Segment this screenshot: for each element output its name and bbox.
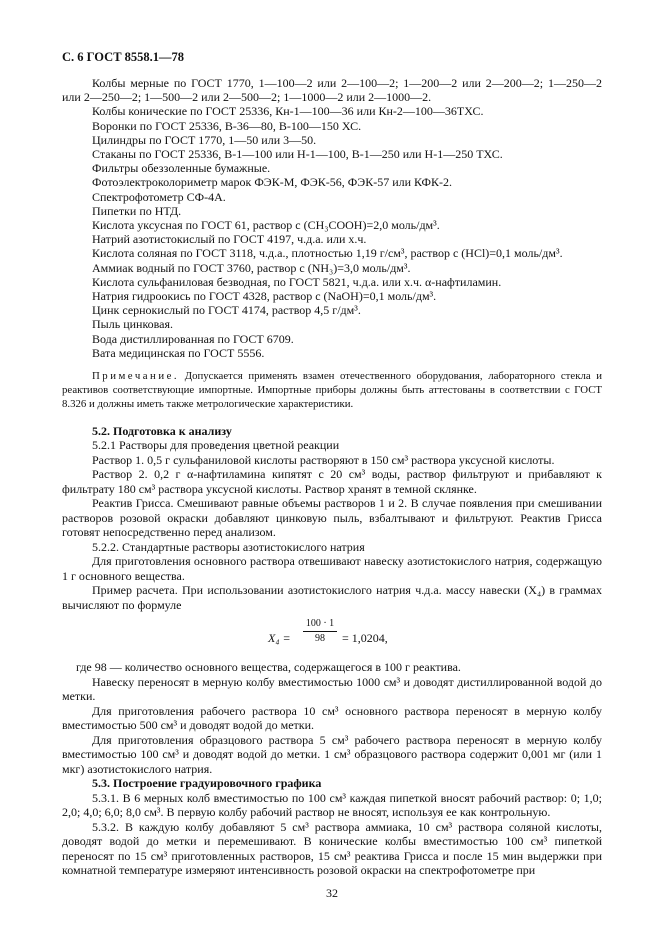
page-number: 32 — [326, 885, 338, 900]
list-item: Кислота соляная по ГОСТ 3118, ч.д.а., плотностью 1,19 г/см³, раствор c (HCl)=0,1 моль/дм³. — [92, 246, 563, 261]
list-item: Пипетки по НТД. — [92, 203, 182, 218]
note — [62, 369, 602, 412]
equipment-list — [62, 76, 602, 360]
list-item: Кислота сульфаниловая безводная, по ГОСТ 5821, ч.д.а. или х.ч. α-нафтиламин. — [92, 274, 502, 289]
list-item: Вата медицинская по ГОСТ 5556. — [92, 345, 265, 360]
list-item: Фильтры обеззоленные бумажные. — [92, 161, 271, 176]
paragraph: 5.2.1 Растворы для проведения цветной реакции — [92, 438, 340, 453]
section-heading: 5.2. Подготовка к анализу — [92, 423, 232, 438]
section-heading: 5.3. Построение градуировочного графика — [92, 776, 322, 791]
list-item: Цилиндры по ГОСТ 1770, 1—50 или 3—50. — [92, 132, 317, 147]
list-item: Фотоэлектроколориметр марок ФЭК-М, ФЭК-56, ФЭК-57 или КФК-2. — [92, 175, 452, 190]
paragraph: Для приготовления рабочего раствора 10 см³ основного раствора переносят в мерную колбу вместимостью 500 см³ и доводят водой до метки. — [62, 703, 602, 733]
list-item: Стаканы по ГОСТ 25336, В-1—100 или Н-1—100, В-1—250 или Н-1—250 ТХС. — [92, 147, 503, 162]
section-5-2 — [62, 424, 602, 613]
paragraph: Пример расчета. При использовании азотистокислого натрия ч.д.а. массу навески (X₄) в граммах вычисляют по формуле — [62, 583, 602, 612]
paragraph: Навеску переносят в мерную колбу вместимостью 1000 см³ и доводят дистиллированной водой до метки. — [62, 674, 602, 704]
note-label: Примечание. — [92, 370, 180, 383]
formula-lhs: X₄ = — [268, 631, 291, 646]
list-item: Вода дистиллированная по ГОСТ 6709. — [92, 331, 294, 346]
list-item: Аммиак водный по ГОСТ 3760, раствор c (NH₃)=3,0 моль/дм³. — [92, 260, 411, 275]
formula-rhs: = 1,0204, — [342, 631, 388, 646]
paragraph: 5.2.2. Стандартные растворы азотистокислого натрия — [92, 539, 365, 554]
note-text: Допускается применять взамен отечественного оборудования, лабораторного стекла и реактивов соответствующие импортные. Импортные приборы должны быть аттестованы в соответствии с ГОСТ 8.326 и должны иметь также метрологические характеристики. — [62, 370, 602, 411]
formula-fraction — [303, 618, 337, 645]
list-item: Цинк сернокислый по ГОСТ 4174, раствор 4,5 г/дм³. — [92, 303, 361, 318]
formula — [62, 618, 602, 654]
list-item: Колбы мерные по ГОСТ 1770, 1—100—2 или 2—100—2; 1—200—2 или 2—200—2; 1—250—2 или 2—250—2; 1—500—2 или 2—500—2; 1—1000—2 или 2—1000—2. — [62, 76, 602, 105]
list-item: Кислота уксусная по ГОСТ 61, раствор c (CH₃COOH)=2,0 моль/дм³. — [92, 218, 440, 233]
paragraph: 5.3.2. В каждую колбу добавляют 5 см³ раствора аммиака, 10 см³ раствора соляной кислоты, доводят водой до метки и перемешивают. В конические колбы вместимостью 100 см³ пипеткой переносят по 15 см³ приготовленных растворов, 15 см³ реактива Грисса и после 15 мин выдержки при комнатной температуре измеряют интенсивность розовой окраски на спектрофотометре при — [62, 819, 602, 878]
formula-explanation: где 98 — количество основного вещества, содержащегося в 100 г реактива. — [76, 660, 461, 675]
page-header: С. 6 ГОСТ 8558.1—78 — [62, 50, 185, 64]
paragraph: Для приготовления основного раствора отвешивают навеску азотистокислого натрия, содержащую 1 г основного вещества. — [62, 554, 602, 583]
list-item: Натрия гидроокись по ГОСТ 4328, раствор c (NaOH)=0,1 моль/дм³. — [92, 289, 437, 304]
list-item: Натрий азотистокислый по ГОСТ 4197, ч.д.а. или х.ч. — [92, 232, 367, 247]
after-formula — [62, 660, 602, 878]
formula-denominator: 98 — [315, 633, 325, 645]
paragraph: 5.3.1. В 6 мерных колб вместимостью по 100 см³ каждая пипеткой вносят рабочий раствор: 0; 1,0; 2,0; 4,0; 6,0; 8,0 см³. В первую колбу рабочий раствор не вносят, используя ее как контрольную. — [62, 790, 602, 820]
list-item: Колбы конические по ГОСТ 25336, Кн-1—100—36 или Кн-2—100—36ТХС. — [92, 104, 484, 119]
paragraph: Раствор 1. 0,5 г сульфаниловой кислоты растворяют в 150 см³ раствора уксусной кислоты. — [92, 452, 555, 467]
list-item: Воронки по ГОСТ 25336, В-36—80, В-100—150 ХС. — [92, 118, 362, 133]
formula-numerator: 100 · 1 — [303, 618, 337, 632]
paragraph: Раствор 2. 0,2 г α-нафтиламина кипятят с 20 см³ воды, раствор фильтруют и прибавляют к фильтрату 180 см³ раствора уксусной кислоты. Раствор хранят в темной склянке. — [62, 467, 602, 496]
list-item: Пыль цинковая. — [92, 317, 174, 332]
paragraph: Реактив Грисса. Смешивают равные объемы растворов 1 и 2. В случае появления при смешивании растворов розовой окраски добавляют цинковую пыль, взбалтывают и фильтруют. Реактив Грисса готовят непосредственно перед анализом. — [62, 496, 602, 540]
list-item: Спектрофотометр СФ-4А. — [92, 189, 226, 204]
paragraph: Для приготовления образцового раствора 5 см³ рабочего раствора переносят в мерную колбу вместимостью 100 см³ и доводят водой до метки. 1 см³ образцового раствора содержит 0,001 мг (или 1 мкг) азотистокислого натрия. — [62, 732, 602, 776]
